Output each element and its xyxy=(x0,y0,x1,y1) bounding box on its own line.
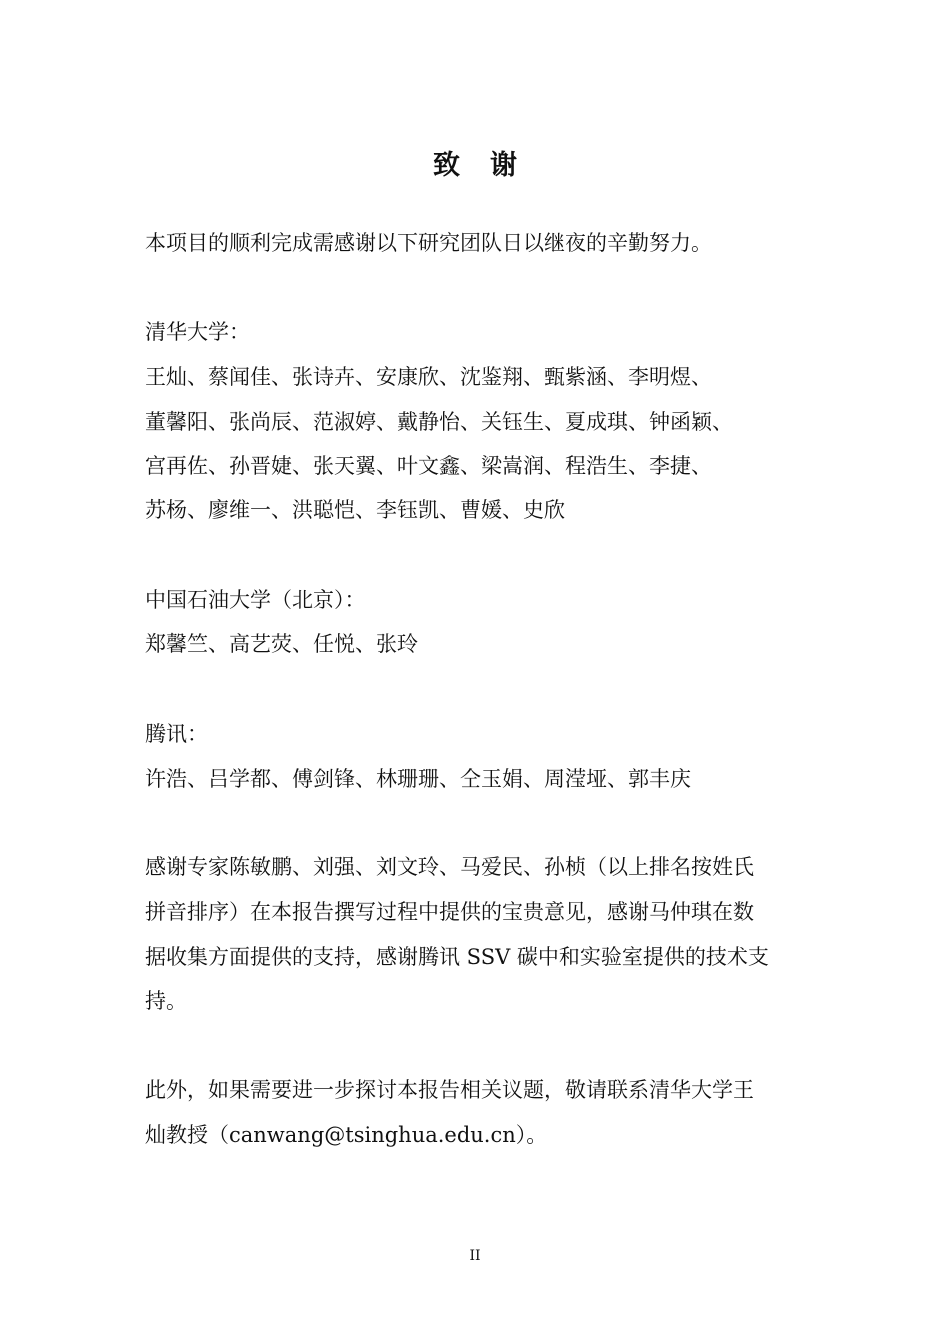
group-label-cup: 中国石油大学（北京）： xyxy=(145,588,366,612)
group-label-tsinghua: 清华大学： xyxy=(145,320,250,344)
tsinghua-names-line-3: 宫再佐、孙晋婕、张天翼、叶文鑫、梁嵩润、程浩生、李捷、 xyxy=(145,454,712,478)
page-number: II xyxy=(469,1248,481,1264)
tsinghua-names-line-1: 王灿、蔡闻佳、张诗卉、安康欣、沈鉴翔、甄紫涵、李明煜、 xyxy=(145,365,712,389)
group-label-tencent: 腾讯： xyxy=(145,722,208,746)
tsinghua-names-line-4: 苏杨、廖维一、洪聪恺、李钰凯、曹媛、史欣 xyxy=(145,498,565,522)
page-title: 致谢 xyxy=(433,150,547,181)
contact-paragraph-line-2: 灿教授（canwang@tsinghua.edu.cn）。 xyxy=(145,1123,548,1147)
contact-paragraph-line-1: 此外，如果需要进一步探讨本报告相关议题，敬请联系清华大学王 xyxy=(145,1078,754,1102)
experts-paragraph-line-2: 拼音排序）在本报告撰写过程中提供的宝贵意见，感谢马仲琪在数 xyxy=(145,900,754,924)
experts-paragraph-line-3: 据收集方面提供的支持，感谢腾讯 SSV 碳中和实验室提供的技术支 xyxy=(145,945,769,969)
intro-text: 本项目的顺利完成需感谢以下研究团队日以继夜的辛勤努力。 xyxy=(145,231,712,255)
cup-names-line-1: 郑馨竺、高艺荧、任悦、张玲 xyxy=(145,632,418,656)
experts-paragraph-line-1: 感谢专家陈敏鹏、刘强、刘文玲、马爱民、孙桢（以上排名按姓氏 xyxy=(145,855,754,879)
tencent-names-line-1: 许浩、吕学都、傅剑锋、林珊珊、仝玉娟、周滢垭、郭丰庆 xyxy=(145,767,691,791)
experts-paragraph-line-4: 持。 xyxy=(145,989,187,1013)
tsinghua-names-line-2: 董馨阳、张尚辰、范淑婷、戴静怡、关钰生、夏成琪、钟函颖、 xyxy=(145,410,733,434)
